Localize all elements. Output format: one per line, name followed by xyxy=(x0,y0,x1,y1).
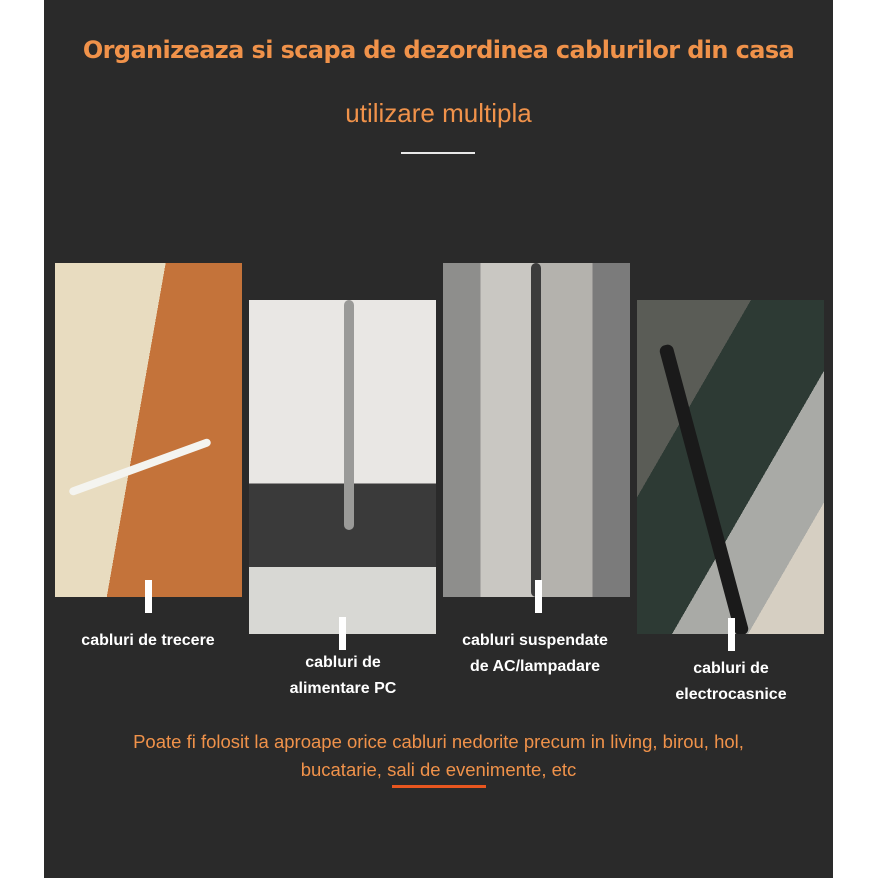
marker xyxy=(339,617,346,650)
footer-underline xyxy=(392,785,486,788)
divider xyxy=(401,152,475,154)
photo-pc-power-cables xyxy=(249,300,436,634)
caption-passthrough: cabluri de trecere xyxy=(81,632,215,649)
photo-appliance-cables xyxy=(637,300,824,634)
marker xyxy=(145,580,152,613)
footer-text: Poate fi folosit la aproape orice cabluri nedorite precum in living, birou, hol, bucatarie, sali de evenimente, etc xyxy=(133,731,744,780)
photo-ac-lamp-cables xyxy=(443,263,630,597)
marker xyxy=(728,618,735,651)
caption-ac-lamp: cabluri suspendate de AC/lampadare xyxy=(462,632,608,675)
page-title: Organizeaza si scapa de dezordinea cablurilor din casa xyxy=(82,36,795,64)
subtitle: utilizare multipla xyxy=(345,98,532,128)
photo-passthrough-cables xyxy=(55,263,242,597)
marker xyxy=(535,580,542,613)
caption-pc-power: cabluri de alimentare PC xyxy=(289,654,397,697)
caption-appliances: cabluri de electrocasnice xyxy=(675,660,787,703)
